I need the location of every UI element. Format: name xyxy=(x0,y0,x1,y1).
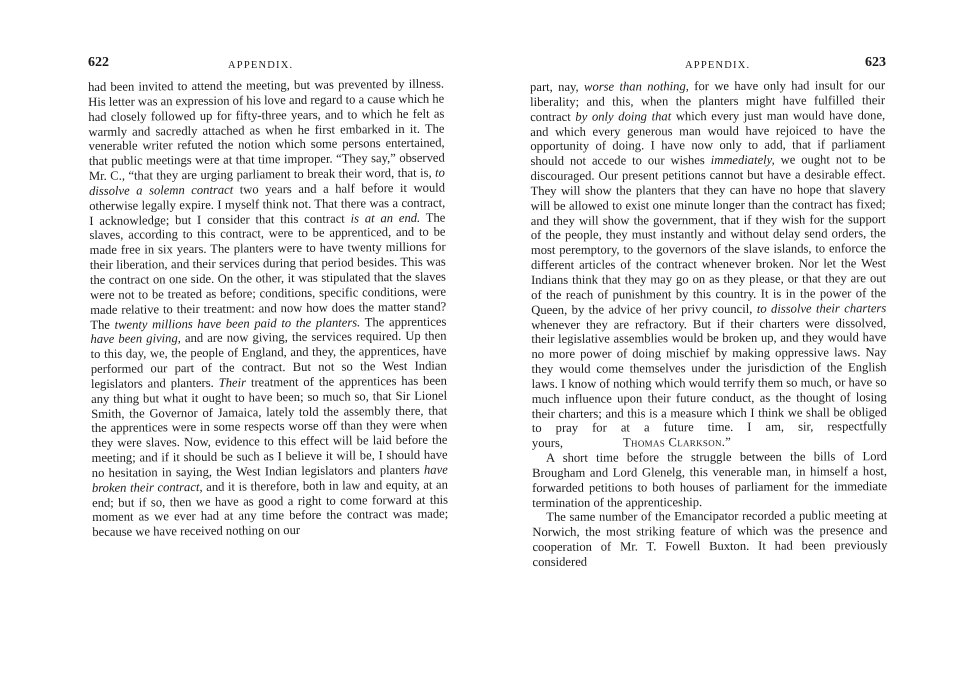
italic-run: to dissolve a solemn contract xyxy=(88,165,445,198)
italic-run: is at an end. xyxy=(350,210,421,226)
text-run: and it is therefore, both in law and equity, at an end; but if so, then we have as good a right to come forward at this moment as we ever had at any time before the contract was made; because we have received nothing on our xyxy=(91,477,449,540)
italic-run: have broken their contract, xyxy=(91,462,448,495)
right-running-title: APPENDIX. xyxy=(685,60,751,71)
text-run: The slaves, according to this contract, were to be apprenticed, and to be made free in six years. The planters were to have twenty millions for their liberation, and their services during that period besides. This was the contract on one side. On the other, it was stipulated that the slaves were not to be treated as before; conditions, specific conditions, were made relative to their treatment: and now how does the matter stand? The xyxy=(89,210,447,332)
right-page xyxy=(490,0,980,689)
left-page-number: 622 xyxy=(88,55,109,70)
norwich-meeting-paragraph: The same number of the Emancipator recorded a public meeting at Norwich, the most striking feature of which was the presence and cooperation of Mr. T. Fowell Buxton. It had been previously considered xyxy=(532,508,888,569)
italic-run: to dissolve their charters xyxy=(756,300,887,316)
right-page-number: 623 xyxy=(865,55,886,70)
text-run: for we have only had insult for our liberality; and this, when the planters might have fulfilled their contract xyxy=(530,78,886,124)
text-run: whenever they are refractory. But if their charters were dissolved, their legislative assemblies would be broken up, and they would have no more power of doing mischief by making oppressive laws. Nay they would come themselves under the jurisdiction of the English laws. I know of nothing which would terrify them so much, or have so much influence upon their future conduct, as the thought of losing their charters; and this is a measure which I think we shall be obliged to pray for at a future time. I am, sir, respectfully yours, xyxy=(531,315,887,451)
italic-run: worse than nothing, xyxy=(583,79,689,94)
text-run: treatment of the apprentices has been any thing but what it ought to have been; so much so, that Sir Lionel Smith, the Governor of Jamaica, lately told the assembly there, that the apprentices were in some respects worse off than they were when they were slaves. Now, evidence to this effect will be laid before the meeting; and if it should be such as I believe it will be, I should have no hesitation in saying, the West Indian legislators and planters xyxy=(90,373,448,480)
petitions-paragraph: A short time before the struggle between the bills of Lord Brougham and Lord Glenelg, this venerable man, in himself a host, forwarded petitions to both houses of parliament for the immediate termination of the apprenticeship. xyxy=(532,449,888,510)
left-body-text xyxy=(88,77,448,541)
text-run: had been invited to attend the meeting, but was prevented by illness. His letter was an expression of his love and regard to a cause which he had closely followed up for fifty-three years, and to which he felt as warmly and sacredly attached as when he first embarked in it. The venerable writer refuted the notion which some persons entertained, that public meetings were at that time improper. “They say,” observed Mr. C., “that they are urging parliament to break their word, that is, xyxy=(88,76,445,184)
text-run: we ought not to be discouraged. Our present petitions cannot but have a desirable effect. They will show the planters that they can have no hope that slavery will be allowed to exist one minute longer than the contract has fixed; and they will show the government, that if they wish for the support of the people, they must instantly and without delay send orders, the most peremptory, to the governors of the slave islands, to enforce the different articles of the contract whenever broken. Nor let the West Indians think that they may go on as they please, or that they are out of the reach of punishment by this country. It is in the power of the Queen, by the advice of her privy council, xyxy=(530,152,887,317)
text-run: The apprentices xyxy=(360,314,447,329)
italic-run: have been giving, xyxy=(90,331,181,347)
text-run: two years and a half before it would otherwise legally expire. I myself think not. That there was a contract, I acknowledge; but I consider that this contract xyxy=(89,180,446,228)
signature: Thomas Clarkson.” xyxy=(623,435,732,450)
left-running-title: APPENDIX. xyxy=(228,60,294,71)
text-run: part, nay, xyxy=(530,79,585,94)
letter-conclusion-paragraph xyxy=(530,78,887,451)
italic-run: by only doing that xyxy=(575,108,672,124)
left-paragraph xyxy=(88,77,448,541)
italic-run: immediately, xyxy=(710,152,775,168)
text-run: and are now giving, the services required. Up then to this day, we, the people of England, and they, the apprentices, have performed our part of the contract. But not so the West Indian legislators and planters. xyxy=(90,328,447,391)
italic-run: twenty millions have been paid to the planters. xyxy=(114,314,361,332)
italic-run: Their xyxy=(218,375,247,390)
right-body-text xyxy=(530,78,888,570)
text-run: which every just man would have done, and which every generous man would have rejoiced to have the opportunity of doing. I have now only to add, that if parliament should not accede to our wishes xyxy=(530,107,886,169)
